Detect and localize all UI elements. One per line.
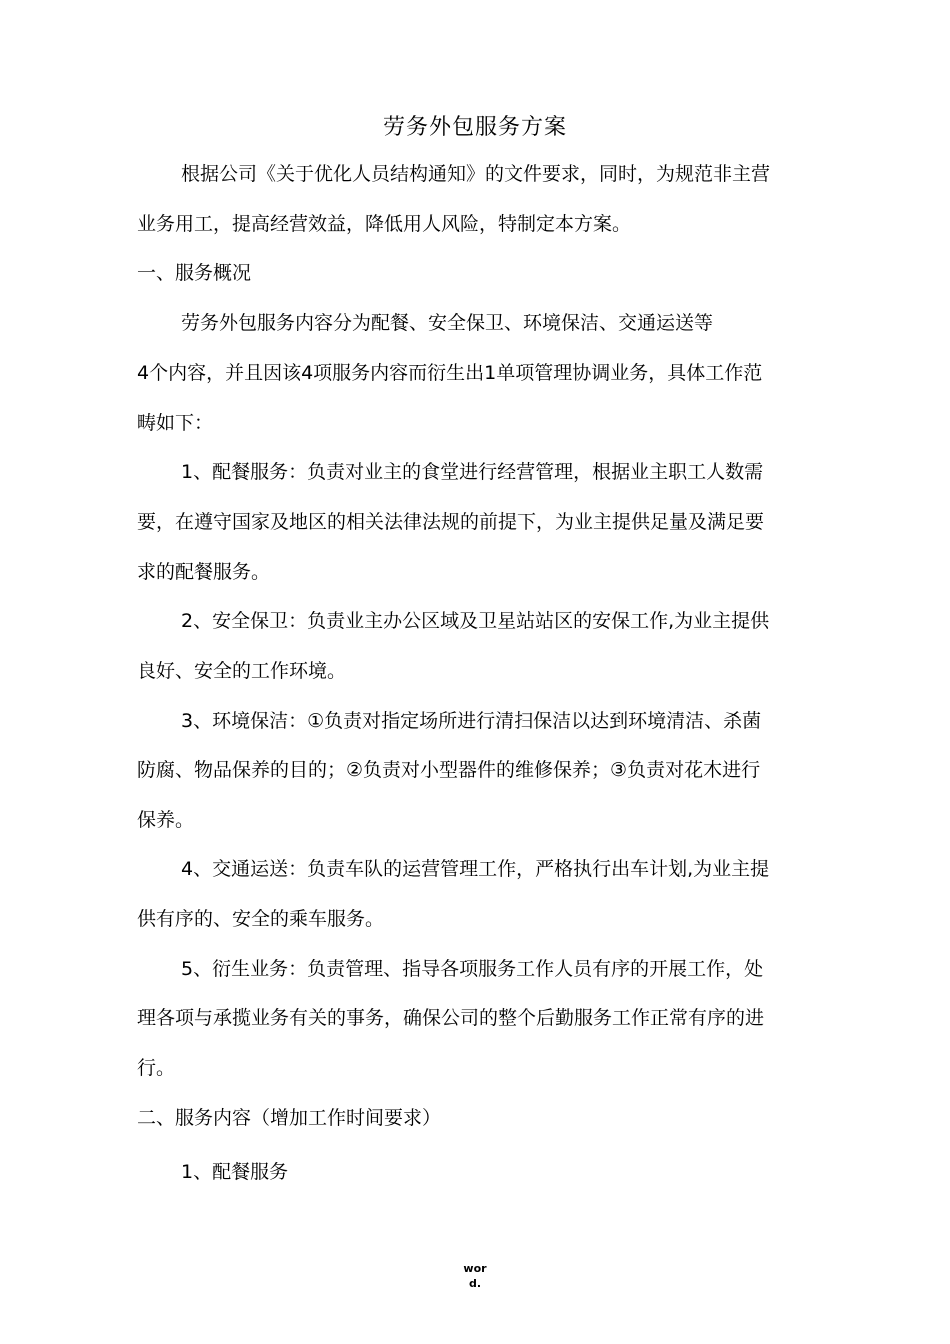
footer-line-2: d. [468,1277,482,1290]
subsection-heading: 1、配餐服务 [181,1161,289,1183]
list-item-line: 要，在遵守国家及地区的相关法律法规的前提下，为业主提供足量及满足要 [137,511,765,533]
paragraph-line: 业务用工，提高经营效益，降低用人风险，特制定本方案。 [137,213,632,235]
paragraph-line: 根据公司《关于优化人员结构通知》的文件要求，同时，为规范非主营 [181,163,771,185]
list-item-line: 防腐、物品保养的目的；②负责对小型器件的维修保养；③负责对花木进行 [137,759,761,781]
list-item-line: 理各项与承揽业务有关的事务，确保公司的整个后勤服务工作正常有序的进 [137,1007,765,1029]
list-item-line: 求的配餐服务。 [137,561,271,583]
paragraph-line: 畴如下： [137,412,214,434]
page-title: 劳务外包服务方案 [382,115,567,140]
list-item-line: 良好、安全的工作环境。 [137,660,347,682]
section-heading: 二、服务内容（增加工作时间要求） [137,1107,442,1129]
list-item-line: 2、安全保卫：负责业主办公区域及卫星站站区的安保工作,为业主提供 [181,610,770,632]
footer-line-1: wor [463,1262,487,1275]
list-item-line: 4、交通运送：负责车队的运营管理工作，严格执行出车计划,为业主提 [181,858,770,880]
paragraph-line: 劳务外包服务内容分为配餐、安全保卫、环境保洁、交通运送等 [181,312,714,334]
section-heading: 一、服务概况 [137,262,252,284]
list-item-line: 保养。 [137,809,195,831]
list-item-line: 3、环境保洁：①负责对指定场所进行清扫保洁以达到环境清洁、杀菌 [181,710,762,732]
paragraph-line: 4个内容，并且因该4项服务内容而衍生出1单项管理协调业务，具体工作范 [137,362,763,384]
list-item-line: 供有序的、安全的乘车服务。 [137,908,385,930]
list-item-line: 行。 [137,1057,176,1079]
list-item-line: 1、配餐服务：负责对业主的食堂进行经营管理，根据业主职工人数需 [181,461,764,483]
list-item-line: 5、衍生业务：负责管理、指导各项服务工作人员有序的开展工作，处 [181,958,764,980]
